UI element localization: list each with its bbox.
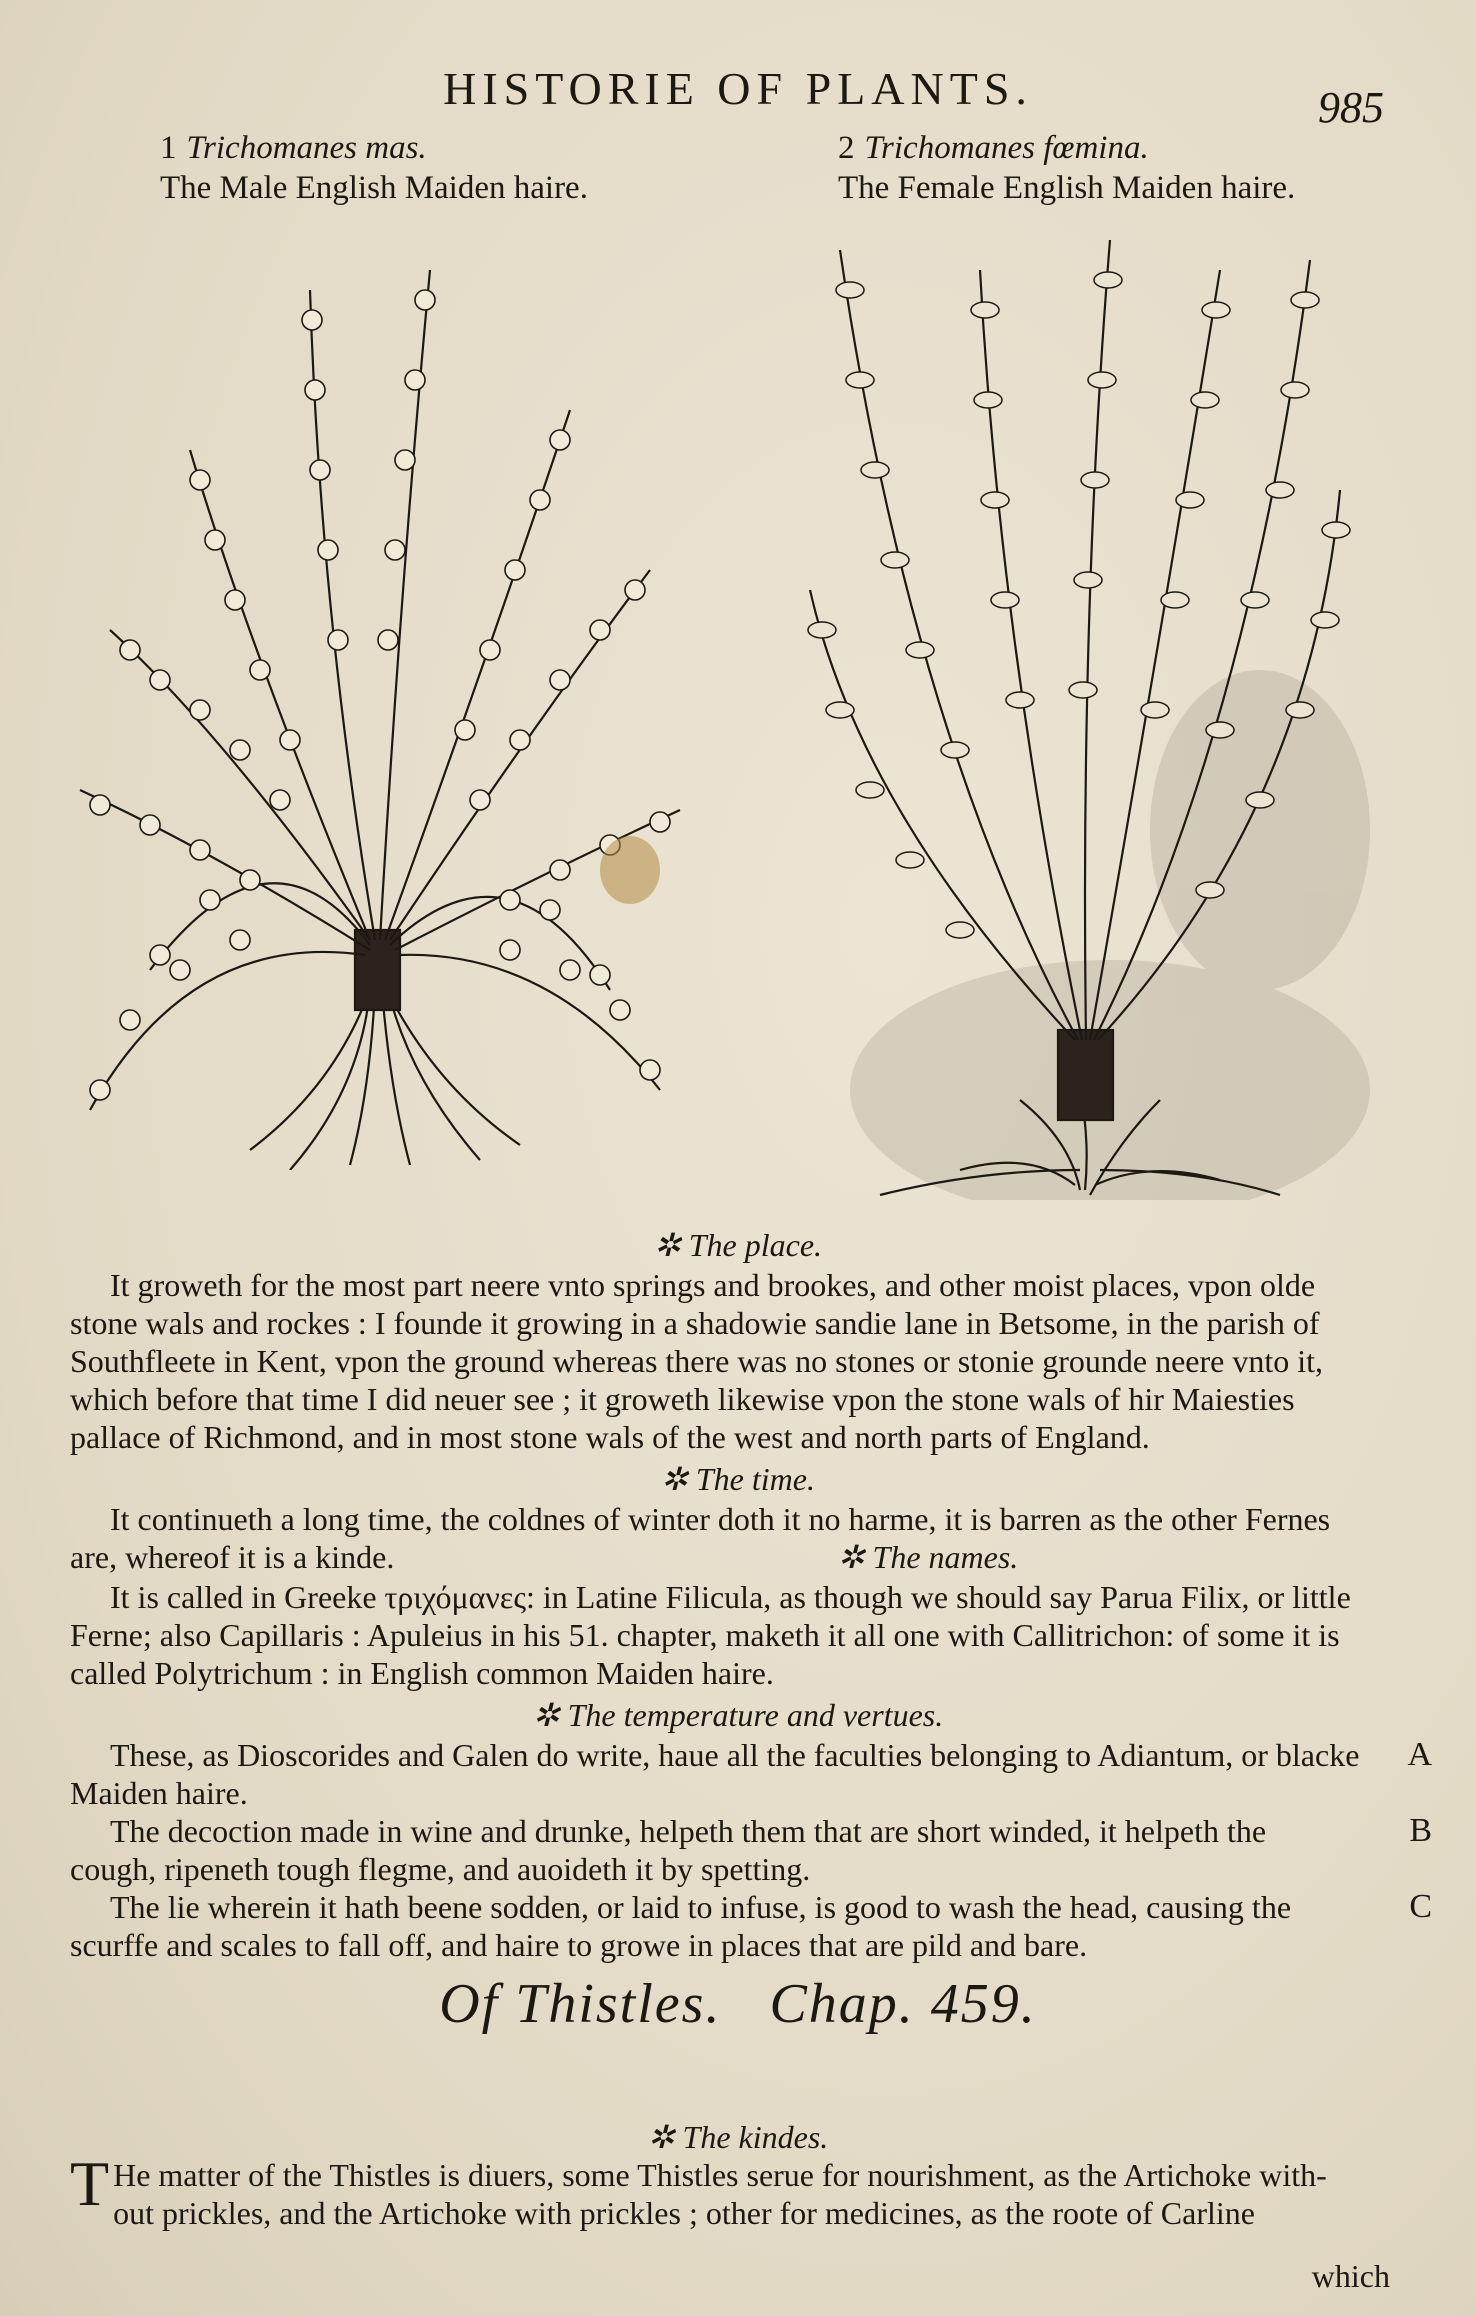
heading-virtues: ✲ The temperature and vertues. [532, 1697, 944, 1733]
chapter-title: Of Thistles. [439, 1973, 722, 2035]
paragraph-kindes: T He matter of the Thistles is diuers, some Thistles serue for nourishment, as the Artichoke with- out prickles, and the Artichoke with prickles ; other for medicines, as the roote of Carline [70, 2148, 1327, 2231]
figure-2-english: The Female English Maiden haire. [838, 170, 1296, 206]
figure-1-latin: Trichomanes mas. [186, 130, 427, 166]
figure-1-caption [160, 128, 588, 208]
figure-1-english: The Male English Maiden haire. [160, 170, 588, 206]
paragraph-names: It is called in Greeke τριχόμανες: in Latine Filicula, as though we should say Parua Filix, or little Ferne; also Capillaris : Apuleius in his 51. chapter, maketh it all one with Callitrichon: of some it is called Polytrichum : in English common Maiden haire. [70, 1579, 1351, 1691]
heading-kindes: ✲ The kindes. [647, 2119, 829, 2155]
catchword: which [1311, 2258, 1390, 2294]
figure-1-number: 1 [160, 130, 177, 166]
figure-2-caption [838, 128, 1295, 208]
drop-capital: T [70, 2148, 110, 2219]
heading-place: ✲ The place. [653, 1227, 823, 1263]
paragraph-place: It groweth for the most part neere vnto springs and brookes, and other moist places, vpon olde stone wals and rockes : I founde it growing in a shadowie sandie lane in Betsome, in the parish of Southfleete in Kent, vpon the ground whereas there was no stones or stonie grounde neere vnto it, which before that time I did neuer see ; it groweth likewise vpon the stone wals of hir Maiesties pallace of Richmond, and in most stone wals of the west and north parts of England. [70, 1267, 1324, 1455]
figure-2-latin: Trichomanes fœmina. [864, 130, 1149, 166]
folio-number: 985 [1318, 83, 1384, 132]
heading-names: ✲ The names. [837, 1539, 1019, 1575]
chapter-heading [0, 1972, 1476, 2036]
male-maiden-hair-woodcut [70, 210, 690, 1170]
margin-letter-b: B [1409, 1812, 1432, 1849]
running-title: HISTORIE OF PLANTS. [443, 63, 1033, 114]
heading-time: ✲ The time. [661, 1461, 815, 1497]
paragraph-virtues: These, as Dioscorides and Galen do write, haue all the faculties belonging to Adiantum, or blacke Maiden haire. The decoction made in wine and drunke, helpeth them that are short winded, it helpeth the cough, ripeneth tough flegme, and auoideth it by spetting. The lie wherein it hath beene sodden, or laid to infuse, is good to wash the head, causing the scurffe and scales to fall off, and haire to growe in places that are pild and bare. [70, 1737, 1360, 1963]
chapter-number: Chap. 459. [769, 1973, 1037, 2035]
figure-2-number: 2 [838, 130, 855, 166]
paragraph-time: It continueth a long time, the coldnes of winter doth it no harme, it is barren as the other Fernes are, whereof it is a kinde. [70, 1501, 1331, 1575]
margin-letter-a: A [1407, 1736, 1432, 1773]
margin-letter-c: C [1409, 1888, 1432, 1925]
female-maiden-hair-woodcut [780, 210, 1380, 1200]
